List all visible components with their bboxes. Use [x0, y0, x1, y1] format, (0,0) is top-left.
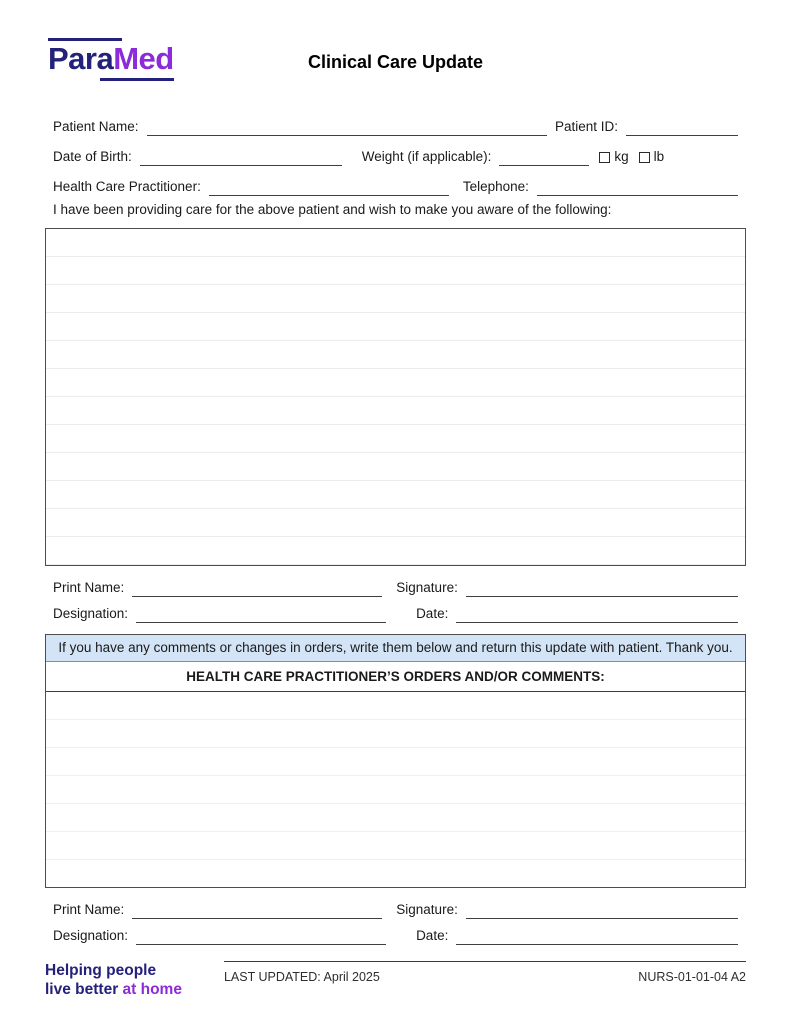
practitioner-date-field[interactable]: [456, 927, 738, 945]
lb-label: lb: [653, 149, 665, 164]
designation-label: Designation:: [53, 928, 129, 943]
practitioner-printname-signature-row: [53, 893, 738, 919]
orders-heading: HEALTH CARE PRACTITIONER’S ORDERS AND/OR COMMENTS:: [46, 662, 745, 692]
hcp-field[interactable]: [209, 178, 449, 196]
patient-id-label: Patient ID:: [554, 119, 618, 134]
orders-section: [45, 634, 746, 888]
footer-meta-block: [224, 961, 746, 984]
nurse-printname-signature-row: [53, 571, 738, 597]
dob-weight-row: [53, 136, 738, 166]
signature-label: Signature:: [396, 580, 458, 595]
tagline-line2-prefix: live better: [45, 981, 123, 999]
patient-name-field[interactable]: [147, 118, 547, 136]
lb-option: [639, 149, 665, 166]
care-update-textarea[interactable]: [45, 228, 746, 566]
kg-option: [599, 149, 628, 166]
logo-text-med: Med: [113, 41, 174, 76]
weight-label: Weight (if applicable):: [361, 149, 492, 164]
practitioner-phone-row: [53, 166, 738, 196]
patient-info-section: [45, 106, 746, 196]
form-footer: [45, 961, 746, 1000]
date-label: Date:: [416, 928, 449, 943]
practitioner-designation-field[interactable]: [136, 927, 386, 945]
practitioner-designation-date-row: [53, 919, 738, 945]
page-title: Clinical Care Update: [307, 52, 484, 72]
practitioner-signature-field[interactable]: [466, 901, 738, 919]
print-name-label: Print Name:: [53, 580, 125, 595]
signature-label: Signature:: [396, 902, 458, 917]
nurse-signature-field[interactable]: [466, 579, 738, 597]
nurse-designation-field[interactable]: [136, 605, 386, 623]
orders-banner: If you have any comments or changes in orders, write them below and return this update with patient. Thank you.: [46, 635, 745, 662]
telephone-field[interactable]: [537, 178, 738, 196]
nurse-signature-section: [45, 571, 746, 623]
doc-code: NURS-01-01-04 A2: [638, 970, 746, 984]
dob-field[interactable]: [140, 148, 342, 166]
brand-tagline: [45, 961, 182, 1000]
tagline-line1: Helping people: [45, 962, 157, 979]
tagline-line2-suffix: at home: [122, 981, 182, 999]
designation-label: Designation:: [53, 606, 129, 621]
paramed-logo: [48, 38, 174, 81]
last-updated-text: LAST UPDATED: April 2025: [223, 970, 380, 984]
footer-divider: [224, 961, 746, 962]
practitioner-signature-section: [45, 893, 746, 945]
weight-field[interactable]: [499, 148, 589, 166]
form-header: [45, 38, 746, 90]
patient-name-row: [53, 106, 738, 136]
nurse-date-field[interactable]: [456, 605, 738, 623]
patient-id-field[interactable]: [626, 118, 738, 136]
care-statement: I have been providing care for the above patient and wish to make you aware of the following:: [53, 202, 612, 217]
print-name-label: Print Name:: [53, 902, 125, 917]
nurse-print-name-field[interactable]: [132, 579, 382, 597]
kg-label: kg: [614, 149, 629, 164]
telephone-label: Telephone:: [462, 179, 529, 194]
patient-name-label: Patient Name:: [53, 119, 139, 134]
logo-top-bar: [48, 38, 122, 41]
date-label: Date:: [416, 606, 449, 621]
logo-text-para: Para: [48, 41, 114, 76]
dob-label: Date of Birth:: [53, 149, 132, 164]
lb-checkbox[interactable]: [639, 152, 650, 163]
orders-textarea[interactable]: [46, 692, 745, 887]
logo-bottom-bar: [100, 78, 174, 81]
practitioner-print-name-field[interactable]: [132, 901, 382, 919]
nurse-designation-date-row: [53, 597, 738, 623]
kg-checkbox[interactable]: [599, 152, 610, 163]
hcp-label: Health Care Practitioner:: [53, 179, 201, 194]
